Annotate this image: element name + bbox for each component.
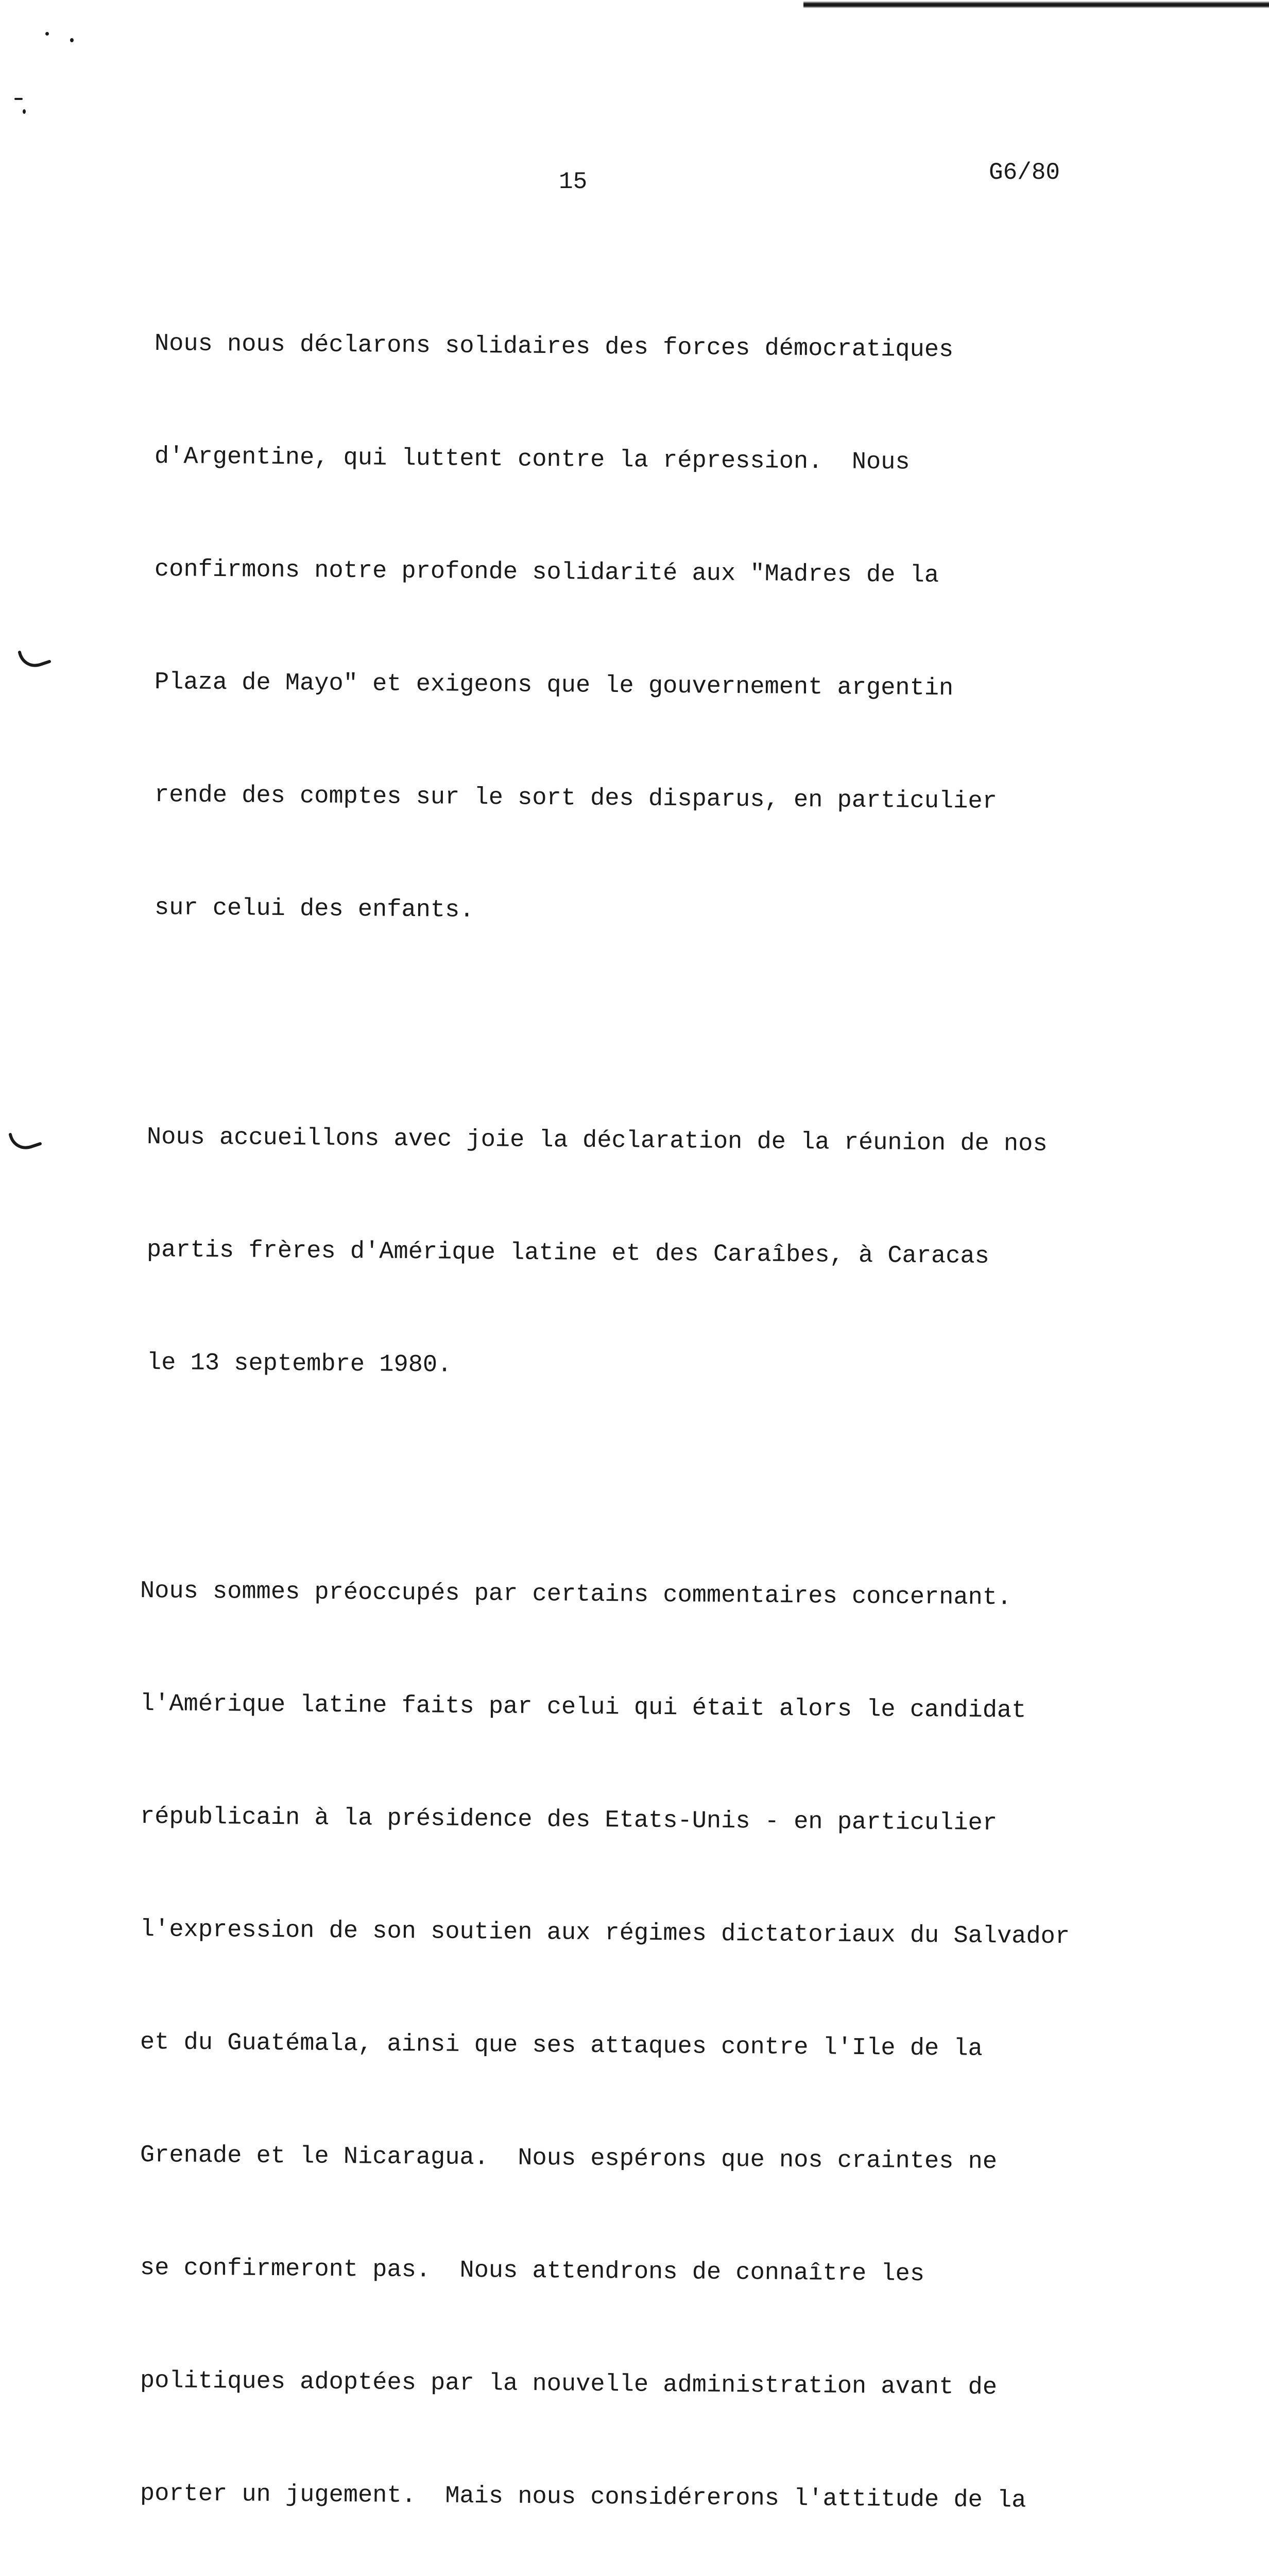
scan-speck: [45, 32, 49, 36]
text-line: républicain à la présidence des Etats-Unis - en particulier: [140, 1803, 998, 1838]
document-reference: G6/80: [989, 159, 1060, 186]
margin-check-mark: [16, 650, 53, 671]
text-line: Plaza de Mayo" et exigeons que le gouvernement argentin: [154, 669, 954, 703]
text-line: porter un jugement. Mais nous considérerons l'attitude de la: [140, 2480, 1026, 2515]
text-line: Grenade et le Nicaragua. Nous espérons que nos craintes ne: [140, 2142, 998, 2176]
margin-check-mark: [7, 1132, 43, 1153]
paragraph-argentina: [155, 250, 1164, 1002]
paragraph-caracas: [147, 1043, 1164, 1457]
text-line: confirmons notre profonde solidarité aux "Madres de la: [154, 556, 939, 589]
text-line: partis frères d'Amérique latine et des Caraîbes, à Caracas: [146, 1236, 990, 1270]
scan-speck: [14, 98, 23, 100]
text-line: Nous accueillons avec joie la déclaration de la réunion de nos: [146, 1124, 1048, 1158]
text-line: rende des comptes sur le sort des disparus, en particulier: [154, 782, 998, 816]
text-line: politiques adoptées par la nouvelle administration avant de: [140, 2367, 998, 2402]
text-line: d'Argentine, qui luttent contre la répression. Nous: [154, 443, 910, 477]
text-line: et du Guatémala, ainsi que ses attaques contre l'Ile de la: [140, 2029, 983, 2063]
scan-speck: [23, 109, 26, 114]
text-line: sur celui des enfants.: [154, 894, 474, 924]
text-line: l'Amérique latine faits par celui qui était alors le candidat: [140, 1690, 1026, 1725]
paragraph-united-states: [140, 1497, 1164, 2576]
text-line: se confirmeront pas. Nous attendrons de connaître les: [140, 2255, 925, 2288]
text-line: le 13 septembre 1980.: [146, 1349, 452, 1379]
page-number: 15: [559, 168, 588, 195]
document-body: [134, 250, 1164, 2576]
text-line: Nous nous déclarons solidaires des forces démocratiques: [154, 330, 954, 364]
text-line: Nous sommes préoccupés par certains commentaires concernant.: [140, 1578, 1012, 1612]
text-line: l'expression de son soutien aux régimes dictatoriaux du Salvador: [140, 1916, 1070, 1951]
scan-speck: [70, 38, 74, 42]
top-edge-rule: [803, 1, 1269, 8]
